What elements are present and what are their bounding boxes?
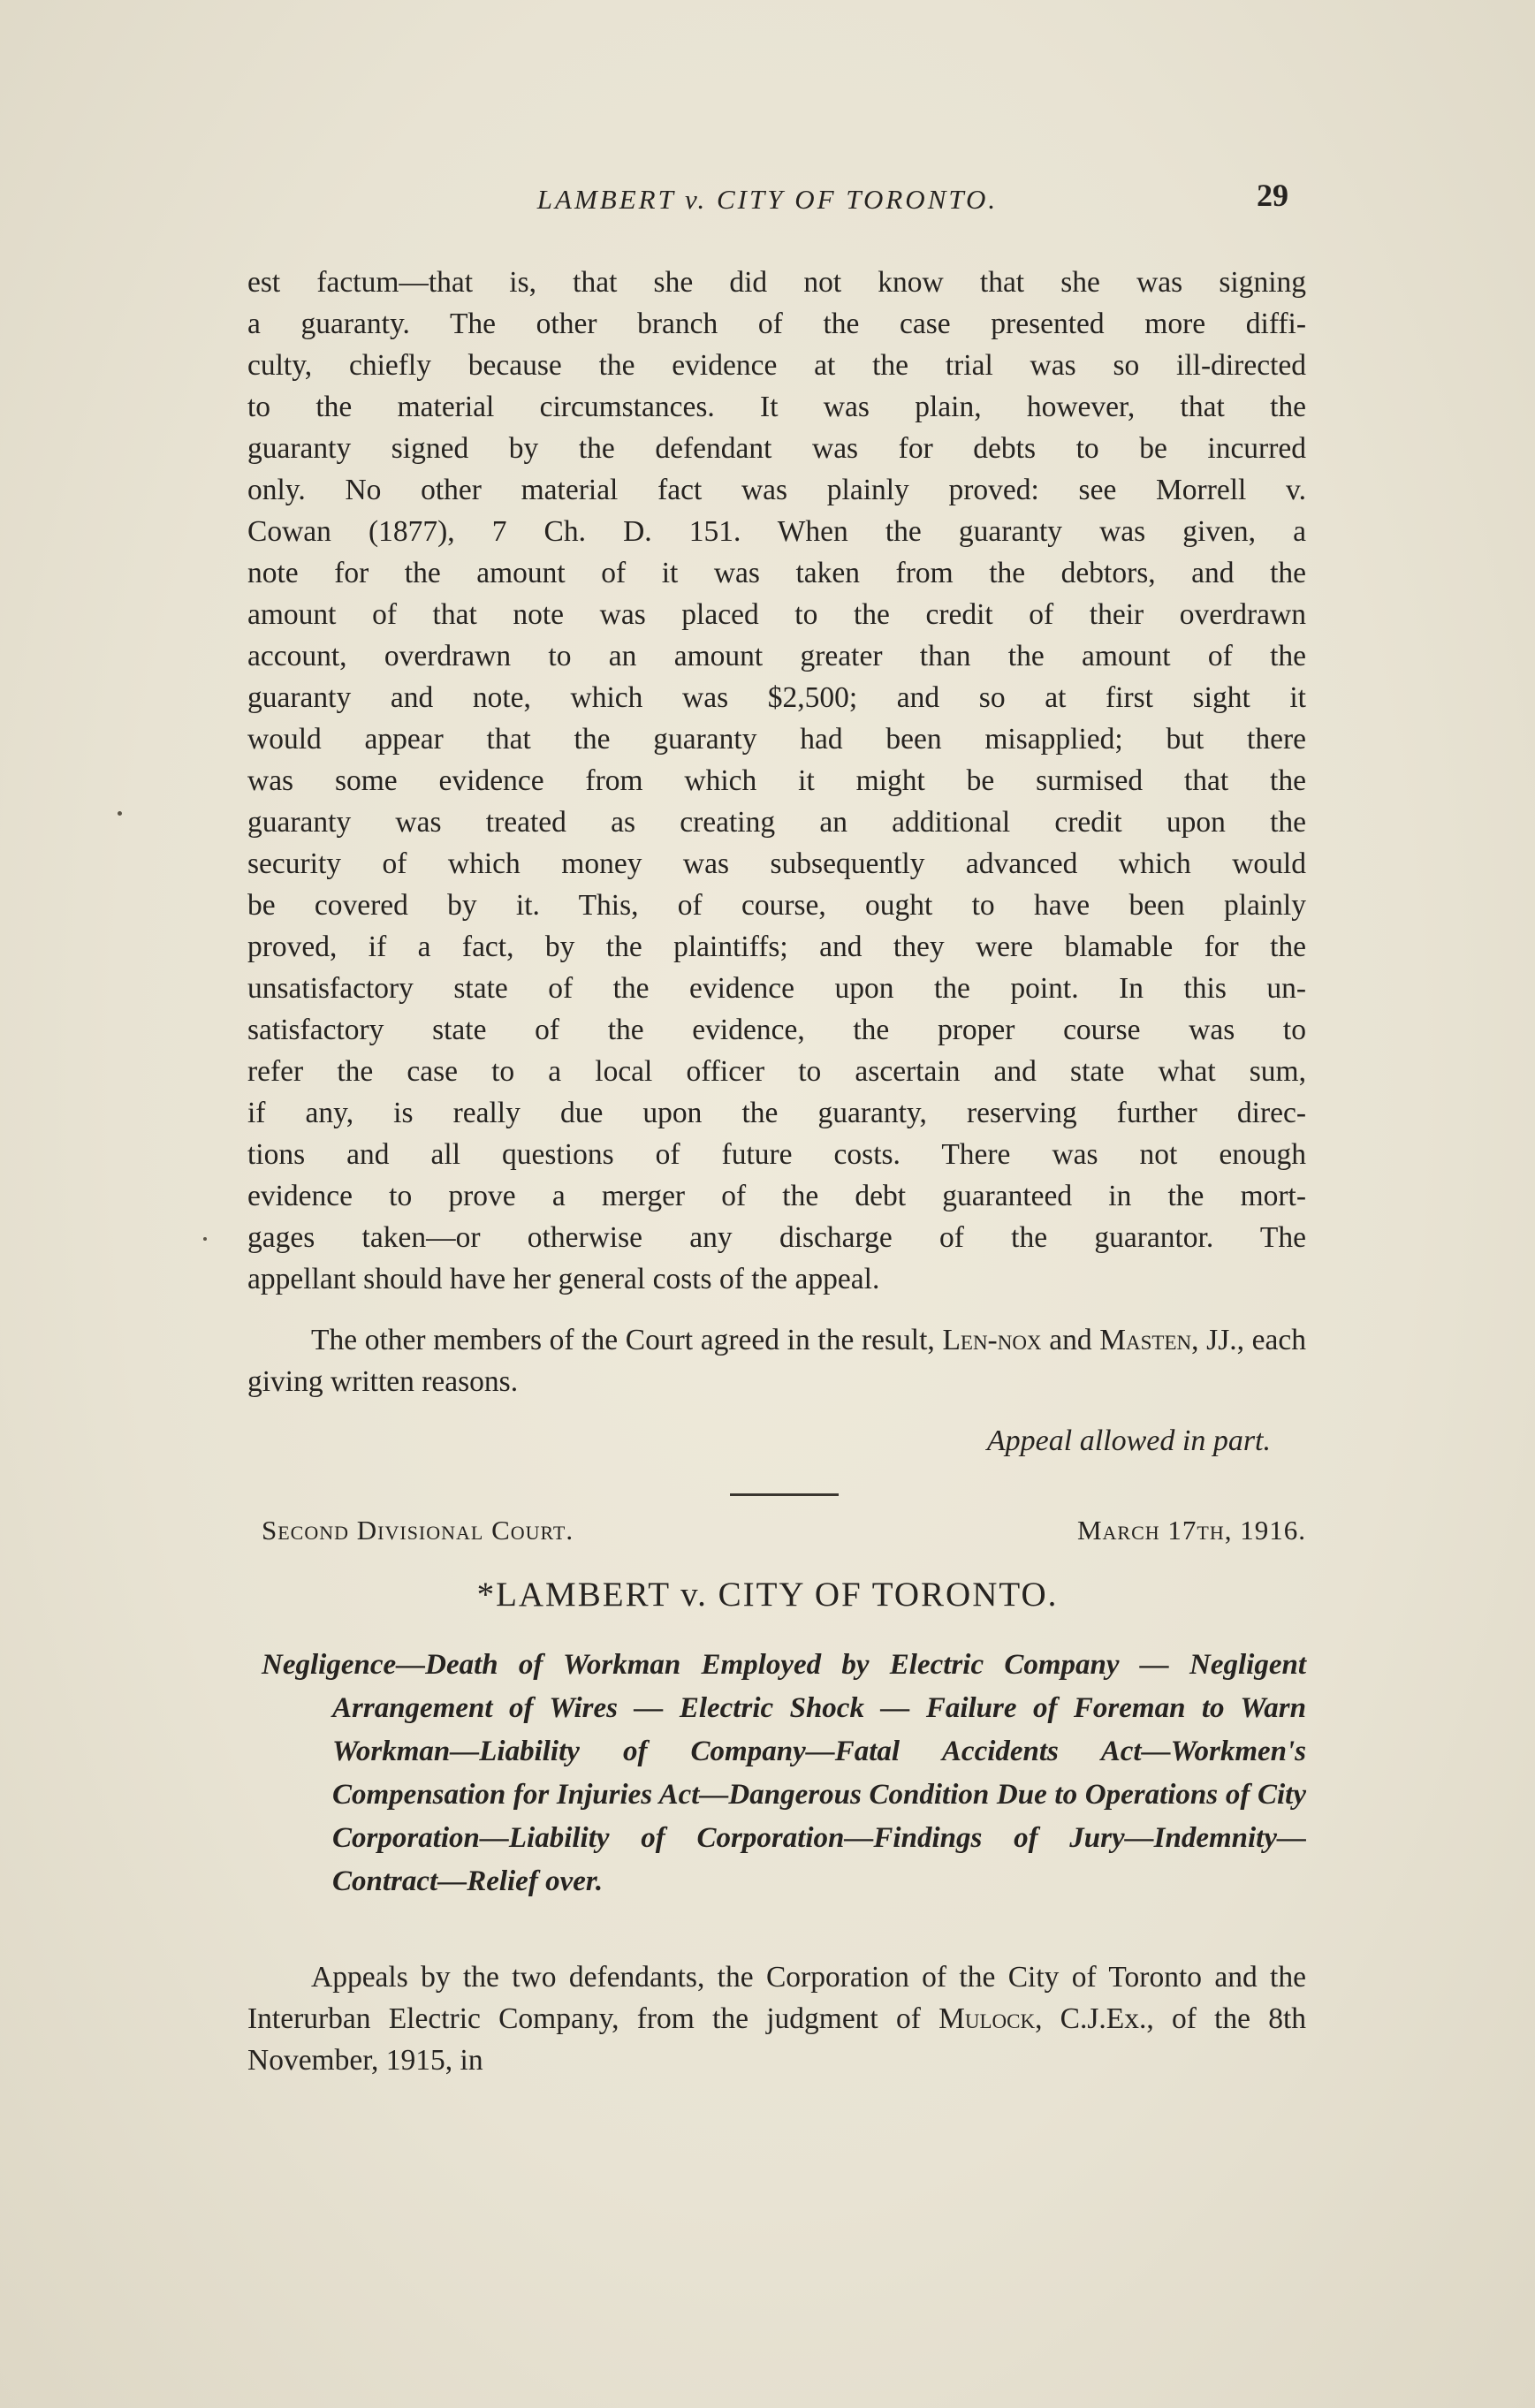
- page-header: [0, 175, 1535, 228]
- paragraph-1-line: be covered by it. This, of course, ought to have been plainly: [247, 889, 1306, 922]
- paragraph-1-line: would appear that the guaranty had been misapplied; but there: [247, 723, 1306, 756]
- paragraph-1-line: if any, is really due upon the guaranty, reserving further direc-: [247, 1097, 1306, 1129]
- paragraph-1-line: gages taken—or otherwise any discharge of the guarantor. The: [247, 1221, 1306, 1254]
- paragraph-3-text-after: , C.J.Ex., of the 8th November, 1915, in: [247, 2002, 1307, 2077]
- court-line: [262, 1515, 1306, 1554]
- paragraph-1-line: amount of that note was placed to the credit of their overdrawn: [247, 598, 1306, 631]
- paragraph-1-line: account, overdrawn to an amount greater than the amount of the: [247, 640, 1306, 672]
- paragraph-1: [247, 262, 1306, 1300]
- paragraph-2-text-after: , JJ., each giving written reasons.: [247, 1324, 1307, 1398]
- case-title: *LAMBERT v. CITY OF TORONTO.: [476, 1576, 1059, 1614]
- paragraph-1-line: culty, chiefly because the evidence at the trial was so ill-directed: [247, 349, 1306, 382]
- paragraph-1-line: only. No other material fact was plainly proved: see Morrell v.: [247, 474, 1306, 506]
- court-date: March 17th, 1916.: [1076, 1515, 1306, 1546]
- paragraph-2-text-before: The other members of the Court agreed in the result,: [311, 1324, 935, 1356]
- scan-speck: [203, 1237, 207, 1241]
- judge-name-mulock: Mulock: [938, 2002, 1036, 2035]
- paragraph-1-line: security of which money was subsequently advanced which would: [247, 847, 1306, 880]
- headnote: Negligence—Death of Workman Employed by Electric Company — Negligent Arrangement of Wires — Electric Shock — Failure of Foreman to Warn Workman—Liability of Company—Fatal Accidents Act—Workmen's Compensation for Injuries Act—Dangerous Condition Due to Operations of City Corporation—Liability of Corporation—Findings of Jury—Indemnity—Contract—Relief over.: [262, 1649, 1306, 1897]
- paragraph-1-line: unsatisfactory state of the evidence upon the point. In this un-: [247, 972, 1306, 1005]
- disposition: Appeal allowed in part.: [986, 1424, 1271, 1457]
- paragraph-1-line: was some evidence from which it might be surmised that the: [247, 764, 1306, 797]
- paragraph-1-line: Cowan (1877), 7 Ch. D. 151. When the guaranty was given, a: [247, 515, 1306, 548]
- section-divider: [730, 1493, 839, 1496]
- paragraph-1-line: note for the amount of it was taken from the debtors, and the: [247, 557, 1306, 589]
- paragraph-1-line: proved, if a fact, by the plaintiffs; and they were blamable for the: [247, 931, 1306, 963]
- running-head: LAMBERT v. CITY OF TORONTO.: [536, 184, 999, 215]
- paragraph-1-line: appellant should have her general costs of the appeal.: [247, 1263, 880, 1295]
- paragraph-1-line: to the material circumstances. It was plain, however, that the: [247, 391, 1306, 423]
- paragraph-1-line: guaranty was treated as creating an additional credit upon the: [247, 806, 1306, 839]
- paragraph-1-line: satisfactory state of the evidence, the proper course was to: [247, 1014, 1306, 1046]
- paragraph-2: [247, 1319, 1306, 1402]
- paragraph-1-line: a guaranty. The other branch of the case presented more diffi-: [247, 308, 1306, 340]
- scan-speck: [118, 811, 122, 816]
- page-number: 29: [1257, 178, 1288, 213]
- paragraph-1-line: guaranty signed by the defendant was for debts to be incurred: [247, 432, 1306, 465]
- paragraph-3: [247, 1956, 1306, 2081]
- court-name: Second Divisional Court.: [262, 1515, 574, 1546]
- paragraph-3-text-before: Appeals by the two defendants, the Corporation of the City of Toronto and the Interurban Electric Company, from the judgment of: [247, 1961, 1306, 2035]
- paragraph-1-line: est factum—that is, that she did not know that she was signing: [247, 266, 1306, 299]
- judge-name-masten: Masten: [1099, 1324, 1192, 1356]
- paragraph-1-line: refer the case to a local officer to ascertain and state what sum,: [247, 1055, 1306, 1088]
- paragraph-2-and: and: [1049, 1324, 1092, 1356]
- paragraph-1-line: evidence to prove a merger of the debt guaranteed in the mort-: [247, 1180, 1306, 1212]
- paragraph-1-line: guaranty and note, which was $2,500; and so at first sight it: [247, 681, 1306, 714]
- paragraph-1-line: tions and all questions of future costs. There was not enough: [247, 1138, 1306, 1171]
- judge-name-lennox: Len-nox: [942, 1324, 1042, 1356]
